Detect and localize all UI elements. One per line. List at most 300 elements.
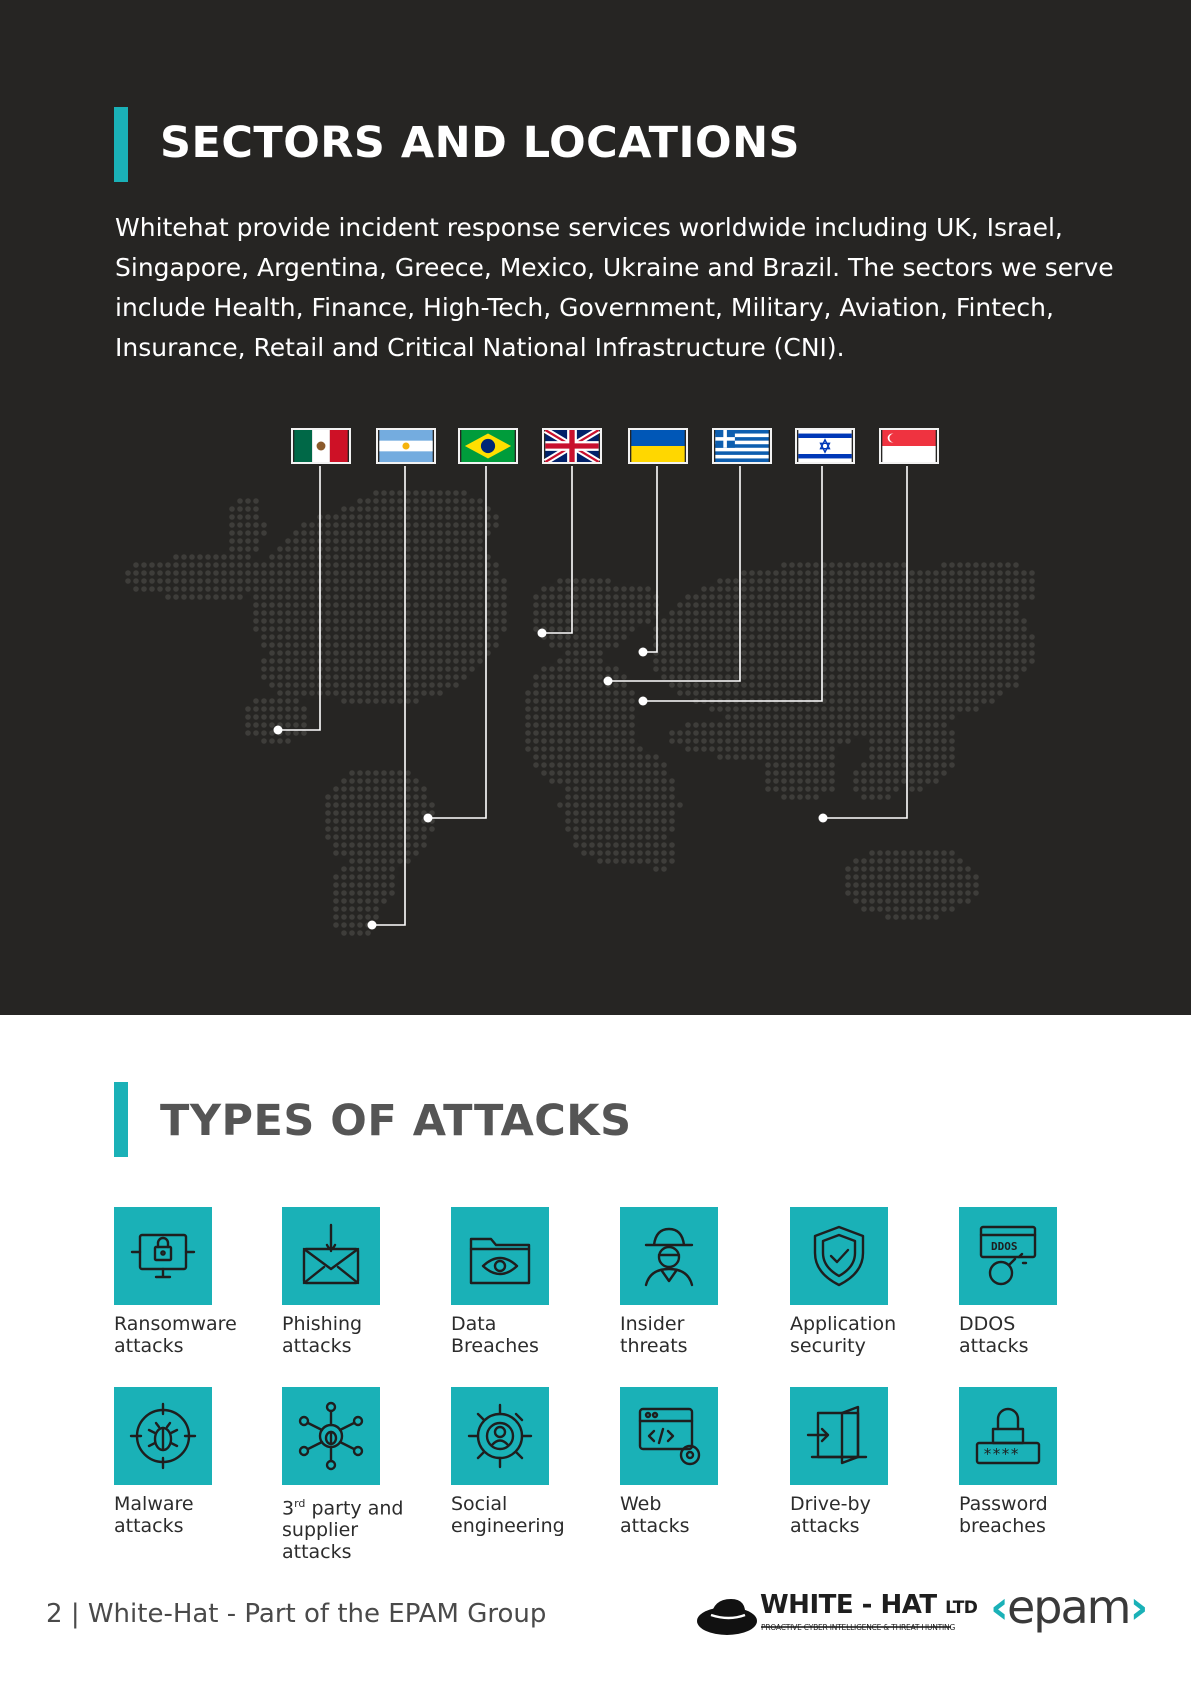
map-dot [957, 562, 963, 568]
map-dot [245, 554, 251, 560]
attack-label: Drive-by attacks [790, 1493, 871, 1537]
map-dot [909, 906, 915, 912]
map-dot [221, 578, 227, 584]
map-dot [429, 538, 435, 544]
map-dot [597, 802, 603, 808]
map-dot [245, 530, 251, 536]
map-dot [973, 562, 979, 568]
map-dot [789, 586, 795, 592]
map-dot [381, 538, 387, 544]
map-dot [293, 562, 299, 568]
map-dot [781, 682, 787, 688]
map-dot [405, 770, 411, 776]
map-dot [901, 674, 907, 680]
map-dot [829, 786, 835, 792]
map-dot [1013, 626, 1019, 632]
map-dot [421, 570, 427, 576]
map-dot [333, 634, 339, 640]
map-dot [373, 570, 379, 576]
map-dot [845, 866, 851, 872]
map-dot [437, 674, 443, 680]
map-dot [901, 666, 907, 672]
map-dot [693, 674, 699, 680]
map-dot [781, 794, 787, 800]
map-dot [493, 578, 499, 584]
map-dot [789, 690, 795, 696]
map-dot [589, 754, 595, 760]
map-dot [909, 626, 915, 632]
map-dot [469, 586, 475, 592]
map-dot [565, 802, 571, 808]
map-dot [965, 602, 971, 608]
map-dot [709, 738, 715, 744]
map-dot [629, 698, 635, 704]
map-dot [893, 714, 899, 720]
map-dot [421, 682, 427, 688]
map-dot [605, 642, 611, 648]
map-dot [637, 762, 643, 768]
map-dot [589, 698, 595, 704]
map-dot [813, 594, 819, 600]
map-dot [901, 650, 907, 656]
map-dot [773, 786, 779, 792]
map-dot [581, 626, 587, 632]
map-dot [325, 818, 331, 824]
ddos-bomb-icon [959, 1207, 1057, 1305]
map-dot [981, 666, 987, 672]
map-dot [749, 746, 755, 752]
map-dot [885, 658, 891, 664]
map-dot [389, 610, 395, 616]
map-dot [573, 618, 579, 624]
map-dot [309, 586, 315, 592]
map-dot [349, 666, 355, 672]
map-dot [453, 562, 459, 568]
map-dot [253, 730, 259, 736]
map-dot [885, 738, 891, 744]
map-dot [429, 666, 435, 672]
map-dot [693, 658, 699, 664]
map-dot [973, 690, 979, 696]
map-dot [573, 778, 579, 784]
map-dot [589, 786, 595, 792]
map-dot [389, 682, 395, 688]
map-dot [701, 594, 707, 600]
map-dot [453, 538, 459, 544]
map-dot [309, 602, 315, 608]
map-dot [669, 738, 675, 744]
map-dot [757, 722, 763, 728]
map-dot [957, 634, 963, 640]
map-dot [277, 546, 283, 552]
map-dot [941, 714, 947, 720]
map-dot [717, 682, 723, 688]
map-dot [405, 666, 411, 672]
map-dot [541, 714, 547, 720]
map-dot [533, 594, 539, 600]
map-dot [533, 602, 539, 608]
map-dot [597, 778, 603, 784]
map-dot [373, 674, 379, 680]
map-dot [589, 778, 595, 784]
map-dot [581, 714, 587, 720]
map-dot [901, 562, 907, 568]
map-dot [573, 802, 579, 808]
map-dot [357, 506, 363, 512]
map-dot [669, 666, 675, 672]
map-dot [997, 562, 1003, 568]
map-dot [685, 594, 691, 600]
malware-bug-icon [114, 1387, 212, 1485]
map-dot [909, 642, 915, 648]
map-dot [389, 690, 395, 696]
map-dot [373, 858, 379, 864]
map-dot [949, 682, 955, 688]
map-dot [469, 514, 475, 520]
map-dot [709, 602, 715, 608]
attack-item [959, 1387, 1109, 1537]
map-dot [477, 498, 483, 504]
map-dot [333, 650, 339, 656]
map-dot [397, 770, 403, 776]
map-dot [349, 850, 355, 856]
map-dot [573, 834, 579, 840]
map-dot [781, 578, 787, 584]
map-dot [1013, 586, 1019, 592]
map-dot [613, 722, 619, 728]
map-dot [309, 522, 315, 528]
map-dot [565, 770, 571, 776]
map-dot [733, 706, 739, 712]
map-dot [741, 722, 747, 728]
map-dot [701, 738, 707, 744]
map-dot [885, 746, 891, 752]
map-dot [845, 682, 851, 688]
footer-text: White-Hat - Part of the EPAM Group [87, 1599, 547, 1629]
map-dot [581, 770, 587, 776]
map-dot [917, 866, 923, 872]
map-dot [213, 562, 219, 568]
footer-caption [46, 1599, 546, 1629]
map-dot [341, 586, 347, 592]
map-dot [597, 858, 603, 864]
map-dot [373, 602, 379, 608]
map-dot [605, 618, 611, 624]
map-dot [605, 786, 611, 792]
map-dot [605, 706, 611, 712]
map-dot [965, 890, 971, 896]
map-dot [613, 586, 619, 592]
map-dot [333, 618, 339, 624]
map-dot [917, 578, 923, 584]
map-dot [357, 682, 363, 688]
map-dot [941, 882, 947, 888]
map-dot [965, 874, 971, 880]
map-dot [397, 602, 403, 608]
map-dot [917, 658, 923, 664]
map-dot [733, 666, 739, 672]
map-dot [829, 634, 835, 640]
map-dot [853, 898, 859, 904]
map-dot [981, 594, 987, 600]
map-dot [205, 586, 211, 592]
map-dot [789, 666, 795, 672]
map-dot [405, 794, 411, 800]
map-dot [181, 586, 187, 592]
map-dot [613, 778, 619, 784]
map-dot [261, 618, 267, 624]
map-dot [405, 554, 411, 560]
map-dot [885, 674, 891, 680]
attack-item [620, 1207, 770, 1357]
map-dot [981, 562, 987, 568]
map-dot [469, 594, 475, 600]
map-dot [581, 834, 587, 840]
map-dot [397, 850, 403, 856]
map-dot [237, 594, 243, 600]
map-dot [397, 634, 403, 640]
map-dot [373, 786, 379, 792]
map-dot [621, 594, 627, 600]
map-dot [645, 802, 651, 808]
map-dot [781, 770, 787, 776]
map-dot [917, 754, 923, 760]
map-dot [421, 514, 427, 520]
map-dot [877, 874, 883, 880]
map-dot [869, 754, 875, 760]
map-dot [933, 618, 939, 624]
map-dot [565, 762, 571, 768]
map-dot [677, 634, 683, 640]
map-dot [533, 682, 539, 688]
map-dot [389, 498, 395, 504]
map-dot [805, 666, 811, 672]
map-dot [309, 530, 315, 536]
map-dot [749, 738, 755, 744]
map-dot [413, 850, 419, 856]
map-dot [613, 762, 619, 768]
map-dot [917, 746, 923, 752]
map-dot [445, 554, 451, 560]
map-dot [613, 834, 619, 840]
map-dot [765, 722, 771, 728]
map-dot [589, 826, 595, 832]
map-dot [277, 562, 283, 568]
map-dot [877, 746, 883, 752]
map-dot [461, 498, 467, 504]
map-dot [717, 722, 723, 728]
map-dot [901, 682, 907, 688]
map-dot [1013, 618, 1019, 624]
location-pin [424, 814, 433, 823]
map-dot [749, 602, 755, 608]
map-dot [445, 586, 451, 592]
map-dot [789, 626, 795, 632]
map-dot [525, 714, 531, 720]
map-dot [349, 674, 355, 680]
map-dot [997, 666, 1003, 672]
map-dot [325, 554, 331, 560]
map-dot [957, 674, 963, 680]
map-dot [373, 802, 379, 808]
map-dot [781, 666, 787, 672]
map-dot [837, 610, 843, 616]
attack-label: Ransomware attacks [114, 1313, 237, 1357]
map-dot [781, 706, 787, 712]
map-dot [981, 610, 987, 616]
map-dot [541, 594, 547, 600]
map-dot [357, 858, 363, 864]
map-dot [621, 818, 627, 824]
map-dot [645, 794, 651, 800]
map-dot [813, 778, 819, 784]
map-dot [701, 602, 707, 608]
map-dot [653, 610, 659, 616]
map-dot [333, 842, 339, 848]
map-dot [949, 562, 955, 568]
map-dot [349, 866, 355, 872]
map-dot [309, 690, 315, 696]
map-dot [973, 666, 979, 672]
map-dot [621, 786, 627, 792]
map-dot [349, 698, 355, 704]
map-dot [269, 610, 275, 616]
map-dot [901, 570, 907, 576]
map-dot [637, 754, 643, 760]
map-dot [533, 738, 539, 744]
map-dot [629, 722, 635, 728]
map-dot [805, 658, 811, 664]
map-dot [781, 730, 787, 736]
map-dot [269, 706, 275, 712]
map-dot [453, 674, 459, 680]
map-dot [661, 778, 667, 784]
map-dot [285, 690, 291, 696]
map-dot [917, 786, 923, 792]
map-dot [413, 810, 419, 816]
map-dot [349, 882, 355, 888]
attacks-title: TYPES OF ATTACKS [160, 1096, 632, 1146]
map-dot [389, 834, 395, 840]
map-dot [285, 610, 291, 616]
map-dot [925, 754, 931, 760]
map-dot [613, 794, 619, 800]
map-dot [429, 626, 435, 632]
map-dot [637, 858, 643, 864]
map-dot [301, 562, 307, 568]
map-dot [373, 642, 379, 648]
map-dot [829, 650, 835, 656]
map-dot [293, 586, 299, 592]
map-dot [245, 538, 251, 544]
map-dot [269, 626, 275, 632]
map-dot [805, 642, 811, 648]
map-dot [373, 666, 379, 672]
map-dot [581, 786, 587, 792]
map-dot [373, 906, 379, 912]
map-dot [909, 754, 915, 760]
map-dot [941, 850, 947, 856]
map-dot [493, 642, 499, 648]
map-dot [837, 578, 843, 584]
map-dot [1021, 666, 1027, 672]
map-dot [829, 770, 835, 776]
map-dot [397, 578, 403, 584]
map-dot [549, 586, 555, 592]
map-dot [901, 882, 907, 888]
map-dot [797, 722, 803, 728]
map-dot [349, 634, 355, 640]
map-dot [933, 850, 939, 856]
map-dot [861, 906, 867, 912]
map-dot [773, 618, 779, 624]
map-dot [349, 778, 355, 784]
map-dot [389, 698, 395, 704]
map-dot [357, 930, 363, 936]
map-dot [421, 490, 427, 496]
map-dot [829, 714, 835, 720]
map-dot [637, 746, 643, 752]
map-dot [221, 570, 227, 576]
map-dot [901, 578, 907, 584]
map-dot [189, 578, 195, 584]
map-dot [717, 650, 723, 656]
map-dot [381, 874, 387, 880]
map-dot [381, 682, 387, 688]
map-dot [293, 714, 299, 720]
map-dot [757, 666, 763, 672]
map-dot [421, 834, 427, 840]
map-dot [997, 602, 1003, 608]
map-dot [341, 530, 347, 536]
map-dot [933, 722, 939, 728]
map-dot [325, 538, 331, 544]
map-dot [445, 618, 451, 624]
map-dot [261, 634, 267, 640]
map-dot [637, 618, 643, 624]
map-dot [613, 826, 619, 832]
map-dot [245, 506, 251, 512]
map-dot [341, 658, 347, 664]
map-dot [901, 706, 907, 712]
map-dot [725, 610, 731, 616]
map-dot [789, 602, 795, 608]
map-dot [885, 570, 891, 576]
map-dot [533, 722, 539, 728]
map-dot [933, 866, 939, 872]
map-dot [797, 770, 803, 776]
map-dot [373, 770, 379, 776]
map-dot [269, 698, 275, 704]
map-dot [957, 874, 963, 880]
map-dot [797, 562, 803, 568]
map-dot [901, 746, 907, 752]
map-dot [621, 770, 627, 776]
map-dot [893, 682, 899, 688]
map-dot [629, 834, 635, 840]
map-dot [413, 538, 419, 544]
map-dot [965, 586, 971, 592]
map-dot [669, 650, 675, 656]
map-dot [165, 594, 171, 600]
map-dot [597, 682, 603, 688]
map-dot [933, 682, 939, 688]
map-dot [581, 682, 587, 688]
map-dot [837, 666, 843, 672]
map-dot [837, 626, 843, 632]
map-dot [397, 498, 403, 504]
map-dot [965, 866, 971, 872]
